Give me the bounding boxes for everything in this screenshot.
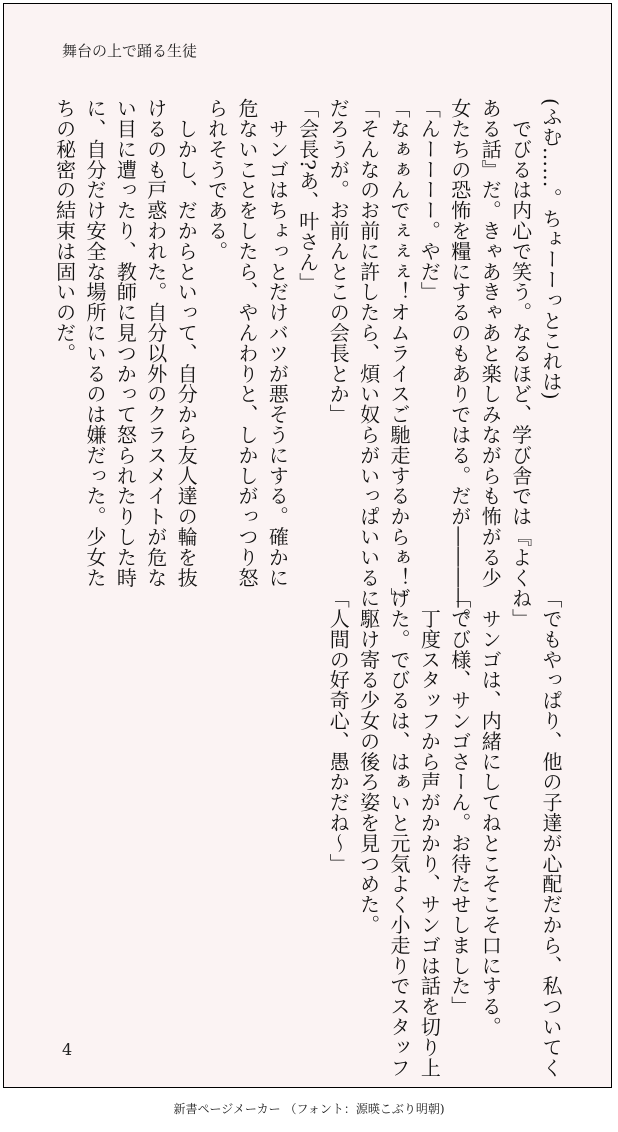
running-title: 舞台の上で踊る生徒 [62, 42, 198, 60]
text-column: に、自分だけ安全な場所にいるのは嫌だった。少女た [83, 98, 107, 588]
text-column: られそうである。 [204, 98, 229, 262]
page-number: 4 [62, 1040, 73, 1059]
text-column: 危ないことをしたら、やんわりと、しかしがっつり怒 [235, 98, 259, 588]
text-column: 「んーーーー。やだ」 [417, 98, 442, 302]
book-page [3, 3, 612, 1088]
text-column: 「なぁぁんでぇぇぇ！オムライスご馳走するからぁ！」 [387, 98, 411, 608]
text-column: 「でび様、サンゴさーん。お待たせしました」 [447, 588, 472, 1017]
text-column: 「人間の好奇心、愚かだね～」 [326, 588, 351, 874]
text-column: でびるは内心で笑う。なるほど、学び舎では『よく [508, 98, 533, 588]
text-column: サンゴはちょっとだけバツが悪そうにする。確かに [265, 98, 290, 588]
text-column: 「でもやっぱり、他の子達が心配だから、私ついてく [539, 588, 563, 1078]
text-column: い目に遭ったり、教師に見つかって怒られたりした時 [113, 98, 138, 588]
text-column: ね」 [508, 588, 533, 629]
text-column: 丁度スタッフから声がかかり、サンゴは話を切り上 [417, 588, 442, 1078]
text-column: サンゴは、内緒にしてねとこそこそ口にする。 [478, 588, 503, 1037]
text-column: 「そんなのお前に許したら、煩い奴らがいっぱいいる [356, 98, 381, 588]
text-column: しかし、だからといって、自分から友人達の輪を抜 [174, 98, 199, 588]
text-column: けるのも戸惑われた。自分以外のクラスメイトが危な [143, 98, 168, 588]
text-column: に駆け寄る少女の後ろ姿を見つめた。 [356, 588, 381, 935]
text-column: げた。でびるは、はぁいと元気よく小走りでスタッフ [387, 588, 411, 1078]
footer-credit: 新書ページメーカー （フォント：源暎こぶり明朝) [173, 1102, 445, 1116]
text-column: 「会長?あ、叶さん」 [295, 98, 320, 293]
text-column: ある話』だ。きゃあきゃあと楽しみながらも怖がる少 [478, 98, 503, 588]
text-column: だろうが。お前んとこの会長とか」 [326, 98, 351, 425]
text-column: 女たちの恐怖を糧にするのもありではる。だが――――。 [447, 98, 472, 629]
text-column: (ふむ……。ちょーーっとこれは) [539, 98, 563, 401]
text-column: ちの秘密の結束は固いのだ。 [52, 98, 77, 364]
